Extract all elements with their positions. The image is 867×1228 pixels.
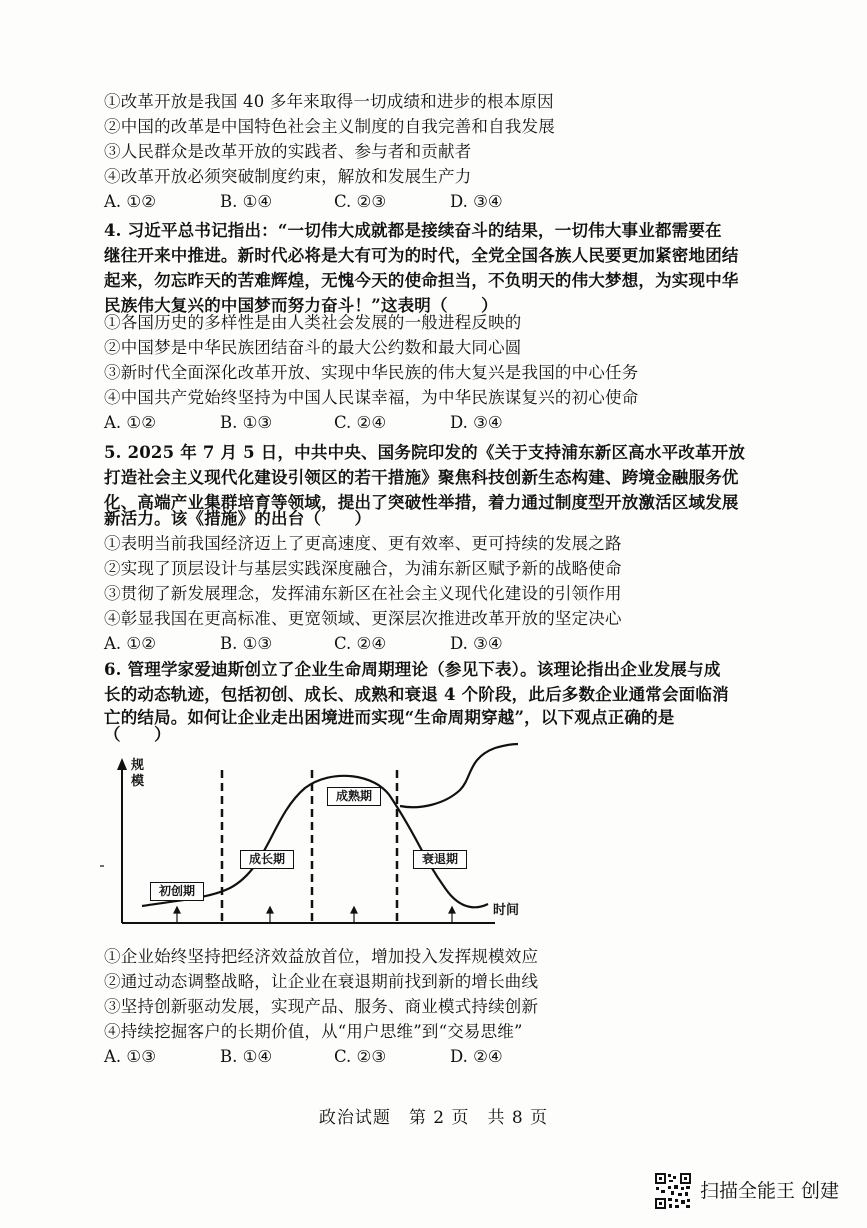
q6-stem-line-2: 长的动态轨迹，包括初创、成长、成熟和衰退 4 个阶段，此后多数企业通常会面临消: [104, 685, 729, 704]
q4-choice-a: A. ①②: [104, 413, 156, 432]
stage-startup: 初创期: [150, 882, 204, 901]
y-axis-arrow: [117, 758, 127, 770]
q4-choice-d: D. ③④: [450, 413, 503, 432]
q4-choice-b: B. ①③: [220, 413, 273, 432]
q4-stem-line-4: 民族伟大复兴的中国梦而努力奋斗！”这表明（ ）: [104, 296, 498, 315]
q5-option-4: ④彰显我国在更高标准、更宽领域、更深层次推进改革开放的坚定决心: [104, 609, 622, 628]
q3-choice-d: D. ③④: [450, 192, 503, 211]
q5-option-3: ③贯彻了新发展理念，发挥浦东新区在社会主义现代化建设的引领作用: [104, 584, 622, 603]
new-growth-curve: [400, 744, 518, 807]
q4-stem-line-1: 4. 习近平总书记指出：“一切伟大成就都是接续奋斗的结果，一切伟大事业都需要在: [104, 221, 722, 240]
q4-option-1: ①各国历史的多样性是由人类社会发展的一般进程反映的: [104, 313, 522, 332]
q4-option-3: ③新时代全面深化改革开放、实现中华民族的伟大复兴是我国的中心任务: [104, 363, 639, 382]
q6-choice-d: D. ②④: [450, 1047, 503, 1066]
q5-stem-line-1: 5. 2025 年 7 月 5 日，中共中央、国务院印发的《关于支持浦东新区高水平改革开放: [104, 443, 746, 462]
q3-option-4: ④改革开放必须突破制度约束，解放和发展生产力: [104, 167, 472, 186]
q6-option-2: ②通过动态调整战略，让企业在衰退期前找到新的增长曲线: [104, 972, 539, 991]
q4-stem-line-3: 起来，勿忘昨天的苦难辉煌，无愧今天的使命担当，不负明天的伟大梦想，为实现中华: [104, 271, 739, 290]
q4-option-2: ②中国梦是中华民族团结奋斗的最大公约数和最大同心圆: [104, 338, 522, 357]
life-cycle-diagram: [100, 738, 530, 933]
x-axis-label: 时间: [493, 903, 520, 918]
q5-stem-line-4: 新活力。该《措施》的出台（ ）: [104, 509, 372, 528]
qr-code-icon: [654, 1172, 692, 1210]
q5-choice-b: B. ①③: [220, 634, 273, 653]
q3-option-1: ①改革开放是我国 40 多年来取得一切成绩和进步的根本原因: [104, 92, 554, 111]
q6-option-3: ③坚持创新驱动发展，实现产品、服务、商业模式持续创新: [104, 997, 539, 1016]
q6-stem-line-4: （ ）: [104, 725, 171, 744]
q4-stem-line-2: 继往开来中推进。新时代必将是大有可为的时代，全党全国各族人民要更加紧密地团结: [104, 246, 739, 265]
life-cycle-svg: [100, 738, 530, 933]
stage-arrows: [174, 907, 455, 924]
q5-choice-c: C. ②④: [334, 634, 387, 653]
q5-option-1: ①表明当前我国经济迈上了更高速度、更有效率、更可持续的发展之路: [104, 534, 622, 553]
q6-choice-b: B. ①④: [220, 1047, 273, 1066]
q5-option-2: ②实现了顶层设计与基层实践深度融合，为浦东新区赋予新的战略使命: [104, 559, 622, 578]
q3-choice-b: B. ①④: [220, 192, 273, 211]
q3-choice-a: A. ①②: [104, 192, 156, 211]
q5-choice-a: A. ①②: [104, 634, 156, 653]
stage-decline: 衰退期: [413, 850, 467, 869]
q6-option-4: ④持续挖掘客户的长期价值，从“用户思维”到“交易思维”: [104, 1022, 523, 1041]
q6-choice-a: A. ①③: [104, 1047, 156, 1066]
watermark-text: 扫描全能王 创建: [700, 1180, 840, 1202]
q3-option-2: ②中国的改革是中国特色社会主义制度的自我完善和自我发展: [104, 117, 555, 136]
q6-option-1: ①企业始终坚持把经济效益放首位，增加投入发挥规模效应: [104, 947, 539, 966]
page-footer: 政治试题 第 2 页 共 8 页: [318, 1108, 549, 1128]
y-axis-label: 规 模: [131, 758, 145, 789]
q6-stem-line-3: 亡的结局。如何让企业走出困境进而实现“生命周期穿越”，以下观点正确的是: [104, 708, 675, 727]
q5-stem-line-3: 化、高端产业集群培育等领域，提出了突破性举措，着力通过制度型开放激活区域发展: [104, 493, 739, 512]
stage-maturity: 成熟期: [327, 787, 381, 806]
q4-choice-c: C. ②④: [334, 413, 387, 432]
stage-growth: 成长期: [240, 850, 294, 869]
q5-choice-d: D. ③④: [450, 634, 503, 653]
q3-option-3: ③人民群众是改革开放的实践者、参与者和贡献者: [104, 142, 472, 161]
q4-option-4: ④中国共产党始终坚持为中国人民谋幸福，为中华民族谋复兴的初心使命: [104, 388, 639, 407]
q3-choice-c: C. ②③: [334, 192, 387, 211]
q6-choice-c: C. ②③: [334, 1047, 387, 1066]
q6-stem-line-1: 6. 管理学家爱迪斯创立了企业生命周期理论（参见下表）。该理论指出企业发展与成: [104, 660, 721, 679]
q5-stem-line-2: 打造社会主义现代化建设引领区的若干措施》聚焦科技创新生态构建、跨境金融服务优: [104, 468, 739, 487]
scanner-watermark: [654, 1172, 854, 1212]
